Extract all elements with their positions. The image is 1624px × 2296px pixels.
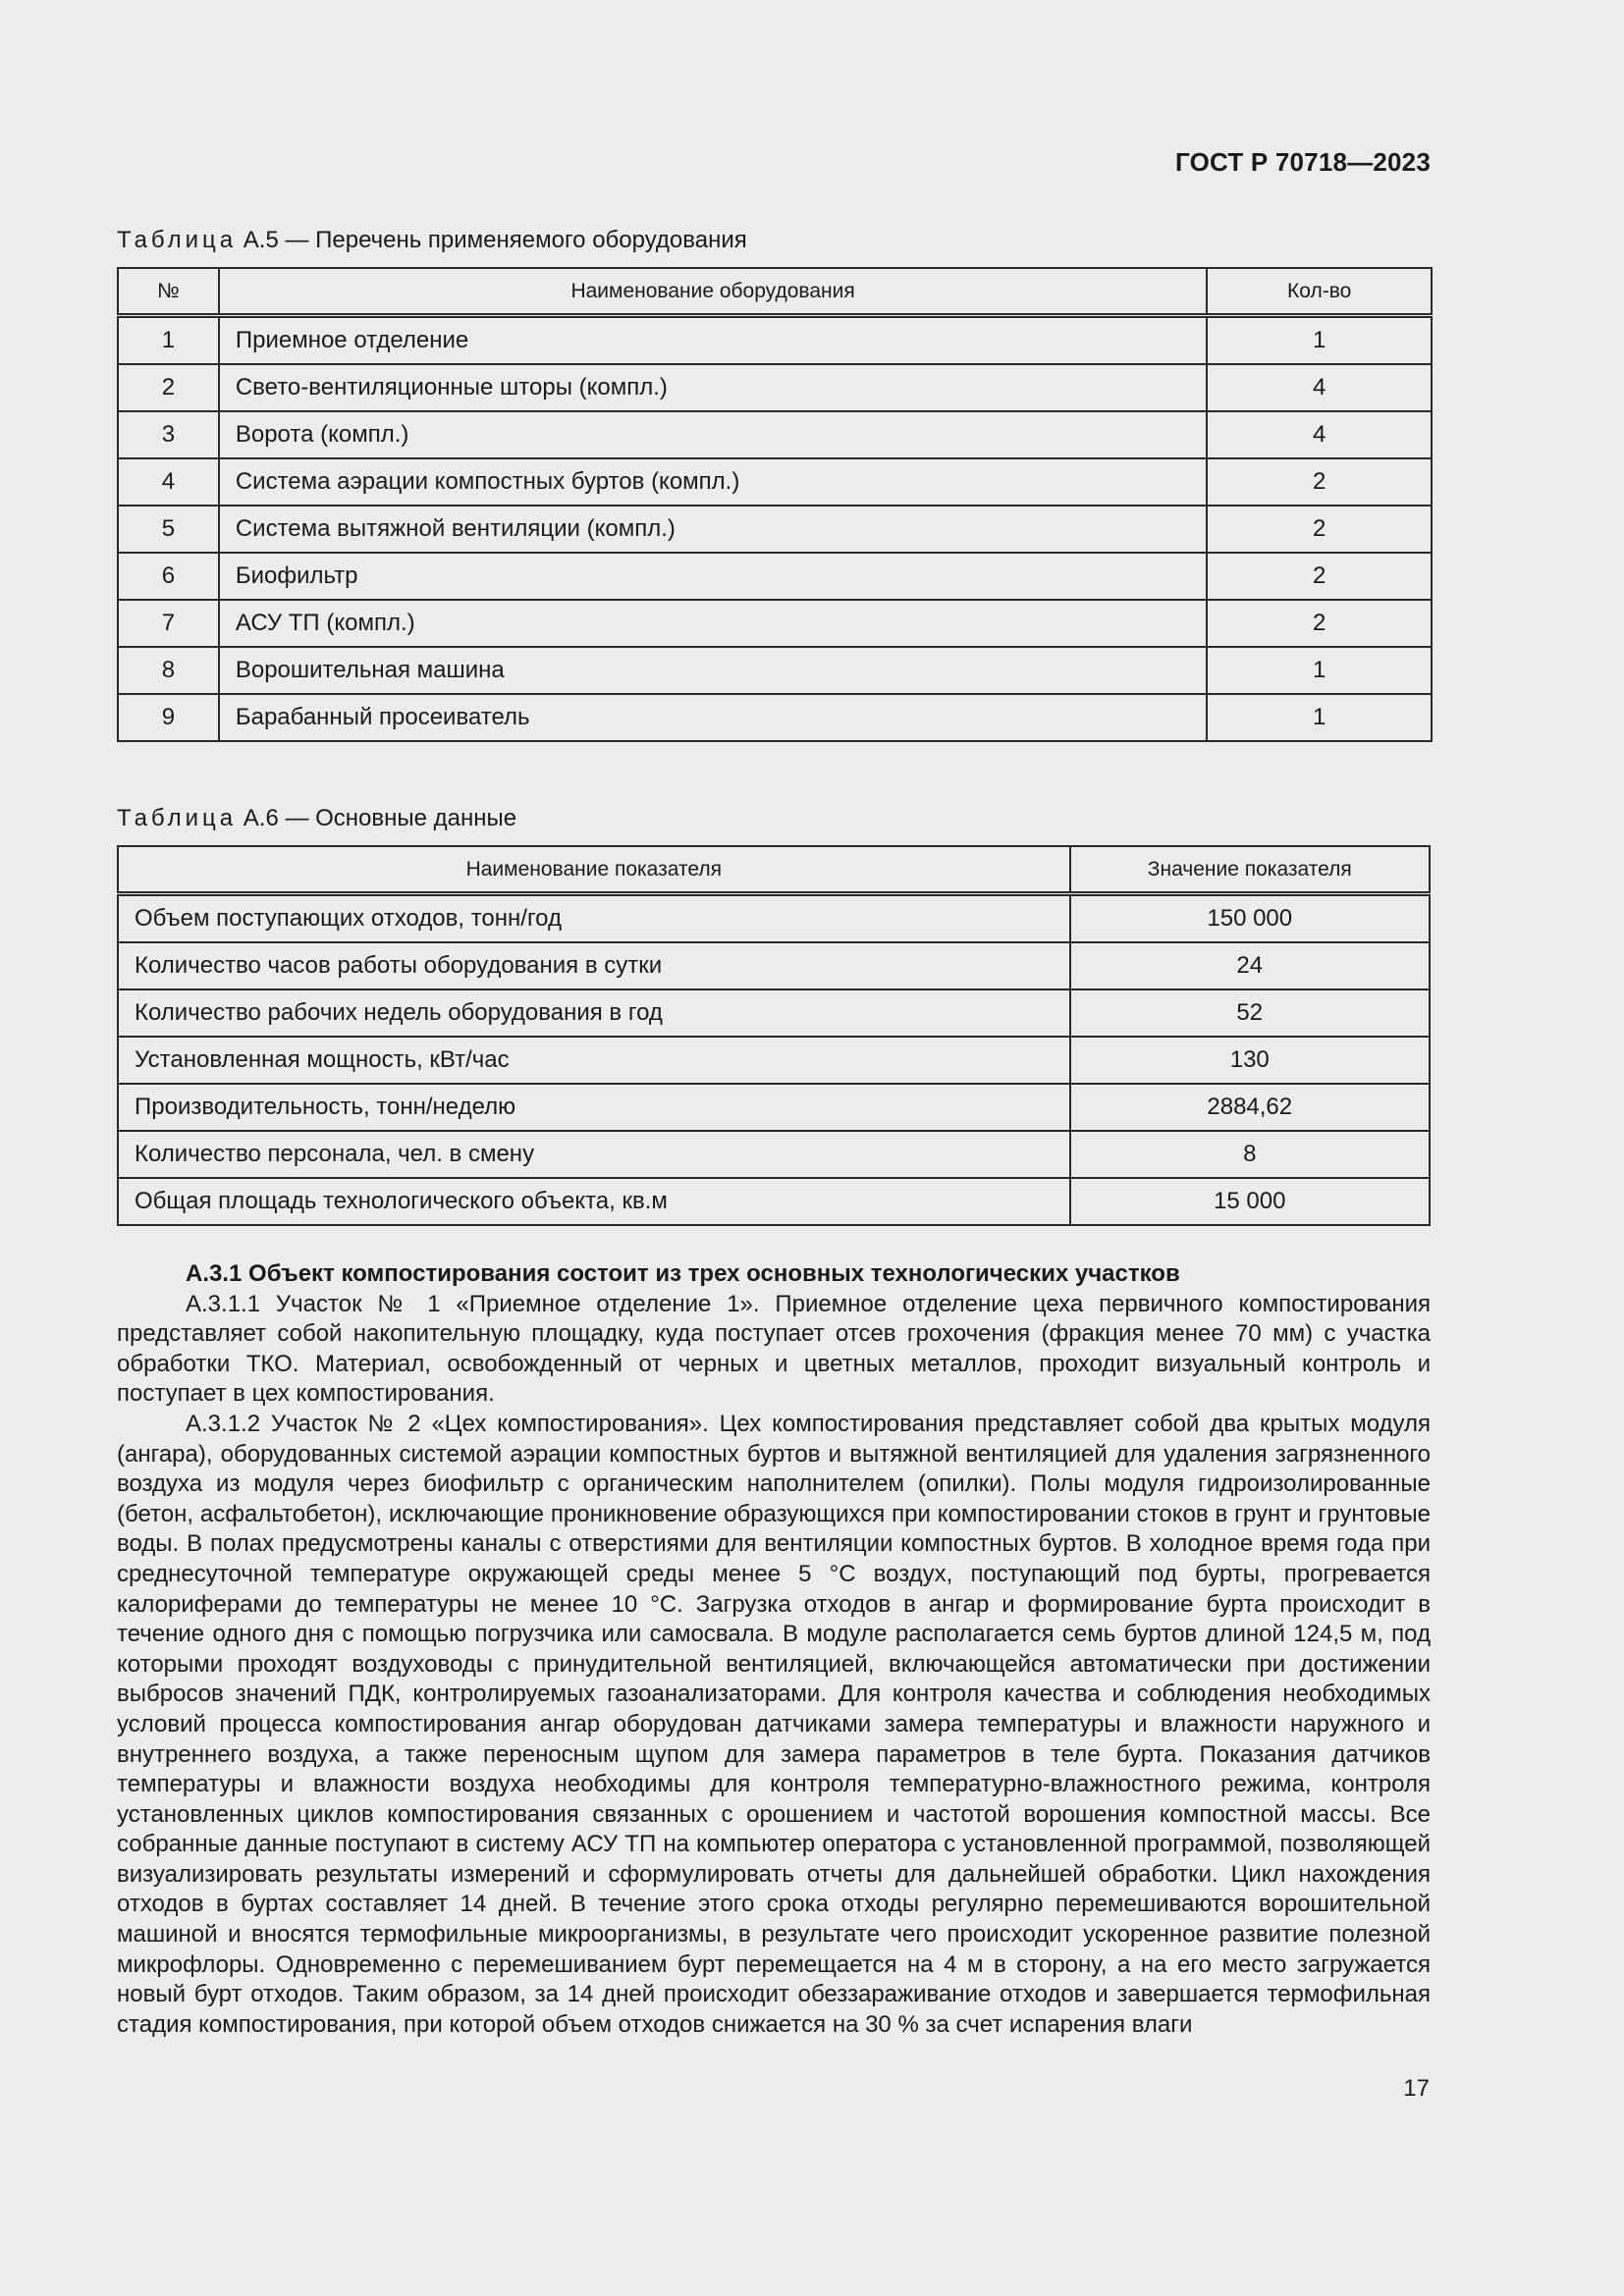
row-number: 6 — [118, 553, 219, 600]
column-header-number: № — [118, 268, 219, 316]
indicator-name: Установленная мощность, кВт/час — [118, 1037, 1070, 1084]
table-row — [118, 411, 1432, 458]
table-row — [118, 1037, 1430, 1084]
table-a6-caption-prefix: Таблица — [117, 805, 238, 831]
table-row — [118, 506, 1432, 553]
equipment-quantity: 2 — [1207, 600, 1432, 647]
equipment-quantity: 1 — [1207, 694, 1432, 741]
row-number: 8 — [118, 647, 219, 694]
equipment-quantity: 2 — [1207, 506, 1432, 553]
table-row — [118, 316, 1432, 365]
equipment-name: Свето-вентиляционные шторы (компл.) — [219, 364, 1207, 411]
indicator-value: 130 — [1070, 1037, 1430, 1084]
row-number: 4 — [118, 458, 219, 506]
table-a6-caption — [117, 805, 516, 832]
row-number: 1 — [118, 316, 219, 365]
paragraph-area-1: А.3.1.1 Участок № 1 «Приемное отделение 1». Приемное отделение цеха первичного компостирования представляет собой накопительную площадку, куда поступает отсев грохочения (фракция менее 70 мм) с участка обработки ТКО. Материал, освобожденный от черных и цветных металлов, проходит визуальный контроль и поступает в цех компостирования. — [117, 1290, 1431, 1408]
table-row — [118, 364, 1432, 411]
row-number: 5 — [118, 506, 219, 553]
indicator-value: 24 — [1070, 942, 1430, 989]
equipment-name: Ворота (компл.) — [219, 411, 1207, 458]
table-row — [118, 942, 1430, 989]
equipment-name: Барабанный просеиватель — [219, 694, 1207, 741]
table-row — [118, 600, 1432, 647]
column-header-indicator-value: Значение показателя — [1070, 846, 1430, 894]
equipment-name: Ворошительная машина — [219, 647, 1207, 694]
equipment-name: Приемное отделение — [219, 316, 1207, 365]
equipment-quantity: 1 — [1207, 316, 1432, 365]
indicator-value: 150 000 — [1070, 894, 1430, 943]
indicator-name: Объем поступающих отходов, тонн/год — [118, 894, 1070, 943]
indicator-name: Количество часов работы оборудования в сутки — [118, 942, 1070, 989]
equipment-quantity: 4 — [1207, 364, 1432, 411]
page-number: 17 — [1403, 2075, 1430, 2102]
table-row — [118, 1178, 1430, 1225]
main-data-table — [117, 845, 1431, 1226]
equipment-quantity: 2 — [1207, 553, 1432, 600]
table-a6-caption-text: А.6 — Основные данные — [237, 805, 517, 831]
equipment-name: АСУ ТП (компл.) — [219, 600, 1207, 647]
indicator-name: Количество рабочих недель оборудования в год — [118, 989, 1070, 1037]
table-a5-caption-prefix: Таблица — [117, 227, 238, 253]
paragraph-area-2: А.3.1.2 Участок № 2 «Цех компостирования». Цех компостирования представляет собой два крытых модуля (ангара), оборудованных системой аэрации компостных буртов и вытяжной вентиляцией для удаления загрязненного воздуха из модуля через биофильтр с органическим наполнителем (опилки). Полы модуля гидроизолированные (бетон, асфальтобетон), исключающие проникновение образующихся при компостировании стоков в грунт и грунтовые воды. В полах предусмотрены каналы с отверстиями для вентиляции компостных буртов. В холодное время года при среднесуточной температуре окружающей среды менее 5 °С воздух, поступающий под бурты, прогревается калориферами до температуры не менее 10 °С. Загрузка отходов в ангар и формирование бурта происходит в течение одного дня с помощью погрузчика или самосвала. В модуле располагается семь буртов длиной 124,5 м, под которыми проходят воздуховоды с принудительной вентиляцией, включающейся автоматически при достижении выбросов значений ПДК, контролируемых газоанализаторами. Для контроля качества и соблюдения необходимых условий процесса компостирования ангар оборудован датчиками замера температуры и влажности наружного и внутреннего воздуха, а также переносным щупом для замера параметров в теле бурта. Показания датчиков температуры и влажности воздуха необходимы для контроля температурно-влажностного режима, контроля установленных циклов компостирования связанных с орошением и частотой ворошения компостной массы. Все собранные данные поступают в систему АСУ ТП на компьютер оператора с установленной программой, позволяющей визуализировать результаты измерений и сформулировать отчеты для дальнейшей обработки. Цикл нахождения отходов в буртах составляет 14 дней. В течение этого срока отходы регулярно перемешиваются ворошительной машиной и вносятся термофильные микроорганизмы, в результате чего происходит ускоренное развитие полезной микрофлоры. Одновременно с перемешиванием бурт перемещается на 4 м в сторону, а на его место загружается новый бурт отходов. Таким образом, за 14 дней происходит обеззараживание отходов и завершается термофильная стадия компостирования, при которой объем отходов снижается на 30 % за счет испарения влаги — [117, 1410, 1431, 2038]
equipment-name: Система аэрации компостных буртов (компл.) — [219, 458, 1207, 506]
table-a5-caption-text: А.5 — Перечень применяемого оборудования — [237, 227, 747, 253]
indicator-name: Количество персонала, чел. в смену — [118, 1131, 1070, 1178]
table-row — [118, 989, 1430, 1037]
row-number: 2 — [118, 364, 219, 411]
equipment-name: Система вытяжной вентиляции (компл.) — [219, 506, 1207, 553]
table-row — [118, 1084, 1430, 1131]
row-number: 7 — [118, 600, 219, 647]
document-code-header: ГОСТ Р 70718—2023 — [1175, 147, 1431, 177]
column-header-indicator-name: Наименование показателя — [118, 846, 1070, 894]
table-row — [118, 894, 1430, 943]
body-text — [117, 1259, 1431, 2040]
table-row — [118, 647, 1432, 694]
table-row — [118, 553, 1432, 600]
table-row — [118, 694, 1432, 741]
indicator-value: 15 000 — [1070, 1178, 1430, 1225]
indicator-value: 52 — [1070, 989, 1430, 1037]
table-a5-caption — [117, 227, 747, 254]
row-number: 3 — [118, 411, 219, 458]
indicator-name: Производительность, тонн/неделю — [118, 1084, 1070, 1131]
indicator-value: 8 — [1070, 1131, 1430, 1178]
equipment-quantity: 1 — [1207, 647, 1432, 694]
column-header-quantity: Кол-во — [1207, 268, 1432, 316]
row-number: 9 — [118, 694, 219, 741]
section-heading: А.3.1 Объект компостирования состоит из трех основных технологических участков — [186, 1260, 1180, 1287]
indicator-name: Общая площадь технологического объекта, кв.м — [118, 1178, 1070, 1225]
equipment-table — [117, 267, 1433, 742]
table-row — [118, 458, 1432, 506]
column-header-equipment-name: Наименование оборудования — [219, 268, 1207, 316]
equipment-quantity: 4 — [1207, 411, 1432, 458]
table-row — [118, 1131, 1430, 1178]
table-header-row — [118, 846, 1430, 894]
indicator-value: 2884,62 — [1070, 1084, 1430, 1131]
equipment-name: Биофильтр — [219, 553, 1207, 600]
table-header-row — [118, 268, 1432, 316]
equipment-quantity: 2 — [1207, 458, 1432, 506]
